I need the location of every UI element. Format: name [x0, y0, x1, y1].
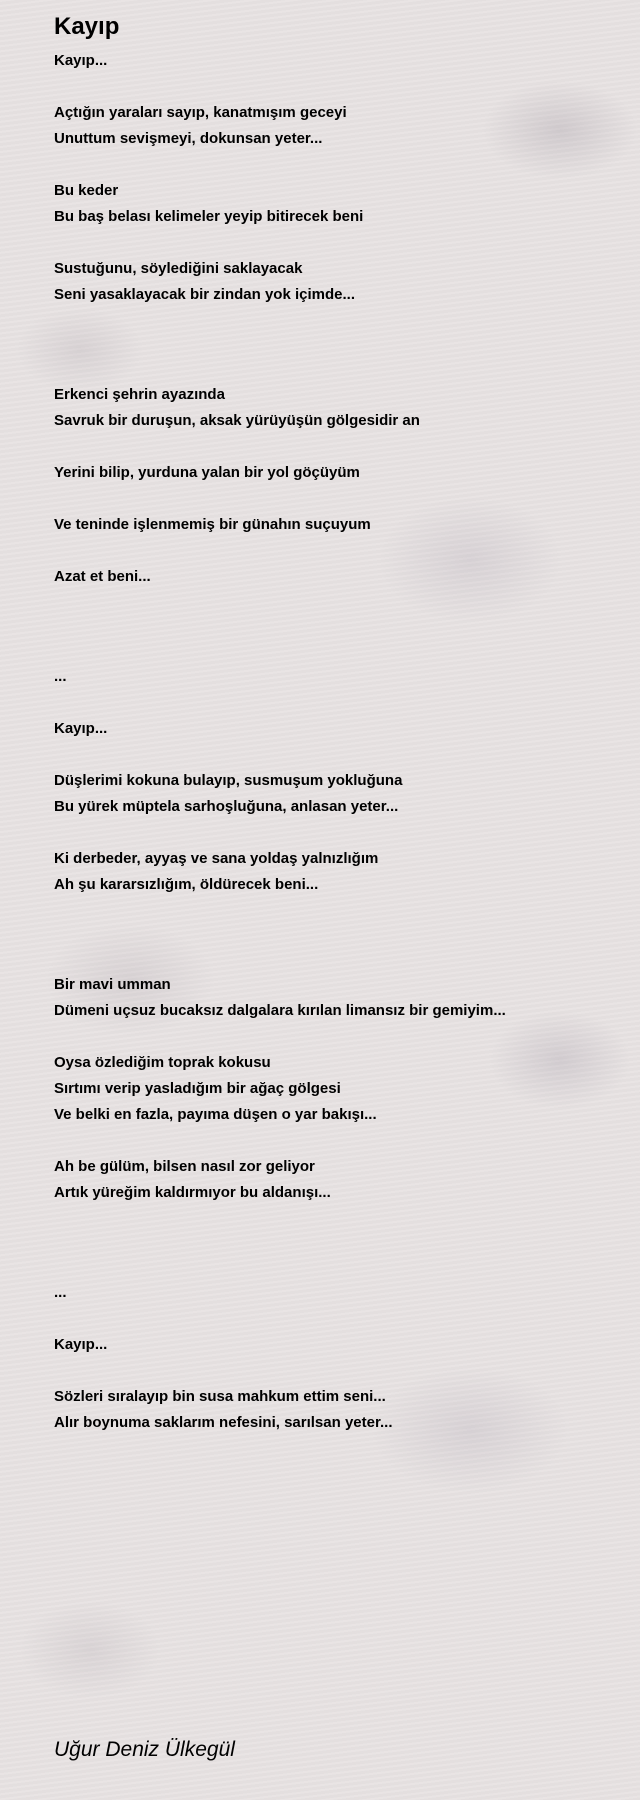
- poem-stanza: [54, 664, 624, 690]
- stanza-gap: [54, 152, 624, 178]
- poem-title: Kayıp: [54, 13, 120, 40]
- poem-stanza: [54, 382, 624, 434]
- poem-line: Savruk bir duruşun, aksak yürüyüşün gölgesidir an: [54, 412, 420, 429]
- stanza-gap: [54, 230, 624, 256]
- stanza-gap: [54, 1206, 624, 1280]
- poem-line: Azat et beni...: [54, 568, 151, 585]
- stanza-gap: [54, 308, 624, 382]
- poem-line: Ah şu kararsızlığım, öldürecek beni...: [54, 876, 319, 893]
- poem-line: Kayıp...: [54, 52, 108, 69]
- stanza-gap: [54, 1358, 624, 1384]
- poem-stanza: [54, 100, 624, 152]
- poem-stanza: [54, 972, 624, 1024]
- poem-stanza: [54, 564, 624, 590]
- poem-container: [54, 12, 624, 1436]
- poem-stanza: [54, 512, 624, 538]
- poem-line: Ve belki en fazla, payıma düşen o yar bakışı...: [54, 1106, 377, 1123]
- poem-line: Ve teninde işlenmemiş bir günahın suçuyum: [54, 516, 371, 533]
- poem-line: Erkenci şehrin ayazında: [54, 386, 225, 403]
- poem-line: Sözleri sıralayıp bin susa mahkum ettim seni...: [54, 1388, 386, 1405]
- stanza-gap: [54, 590, 624, 664]
- poem-line: Ah be gülüm, bilsen nasıl zor geliyor: [54, 1158, 315, 1175]
- poem-line: Artık yüreğim kaldırmıyor bu aldanışı...: [54, 1184, 331, 1201]
- poem-line: Kayıp...: [54, 720, 108, 737]
- stanza-gap: [54, 690, 624, 716]
- poem-line: Düşlerimi kokuna bulayıp, susmuşum yokluğuna: [54, 772, 403, 789]
- poem-line: ...: [54, 1284, 67, 1301]
- poem-line: Kayıp...: [54, 1336, 108, 1353]
- poem-line: Alır boynuma saklarım nefesini, sarılsan yeter...: [54, 1414, 393, 1431]
- stanza-gap: [54, 820, 624, 846]
- poem-line: Seni yasaklayacak bir zindan yok içimde...: [54, 286, 355, 303]
- stanza-gap: [54, 898, 624, 972]
- poem-line: Bir mavi umman: [54, 976, 171, 993]
- stanza-gap: [54, 434, 624, 460]
- poem-line: Oysa özlediğim toprak kokusu: [54, 1054, 271, 1071]
- poem-line: Dümeni uçsuz bucaksız dalgalara kırılan limansız bir gemiyim...: [54, 1002, 506, 1019]
- stanza-gap: [54, 538, 624, 564]
- poem-stanza: [54, 1154, 624, 1206]
- poem-stanza: [54, 178, 624, 230]
- stanza-gap: [54, 1128, 624, 1154]
- stanza-gap: [54, 486, 624, 512]
- poem-author: Uğur Deniz Ülkegül: [54, 1738, 235, 1761]
- poem-line: ...: [54, 668, 67, 685]
- poem-stanza: [54, 1384, 624, 1436]
- poem-stanza: [54, 48, 624, 74]
- poem-stanza: [54, 846, 624, 898]
- poem-line: Sustuğunu, söylediğini saklayacak: [54, 260, 303, 277]
- stanza-gap: [54, 74, 624, 100]
- poem-line: Bu yürek müptela sarhoşluğuna, anlasan yeter...: [54, 798, 399, 815]
- poem-stanza: [54, 716, 624, 742]
- poem-line: Yerini bilip, yurduna yalan bir yol göçüyüm: [54, 464, 360, 481]
- poem-stanza: [54, 1050, 624, 1128]
- poem-stanza: [54, 460, 624, 486]
- stanza-gap: [54, 1024, 624, 1050]
- poem-stanza: [54, 1280, 624, 1306]
- poem-line: Unuttum sevişmeyi, dokunsan yeter...: [54, 130, 323, 147]
- poem-stanza: [54, 768, 624, 820]
- poem-line: Ki derbeder, ayyaş ve sana yoldaş yalnızlığım: [54, 850, 379, 867]
- poem-stanza: [54, 1332, 624, 1358]
- poem-line: Bu baş belası kelimeler yeyip bitirecek beni: [54, 208, 364, 225]
- stanza-gap: [54, 742, 624, 768]
- poem-line: Açtığın yaraları sayıp, kanatmışım geceyi: [54, 104, 347, 121]
- poem-stanza: [54, 256, 624, 308]
- poem-line: Bu keder: [54, 182, 119, 199]
- poem-body: [54, 48, 624, 1436]
- poem-line: Sırtımı verip yasladığım bir ağaç gölgesi: [54, 1080, 341, 1097]
- stanza-gap: [54, 1306, 624, 1332]
